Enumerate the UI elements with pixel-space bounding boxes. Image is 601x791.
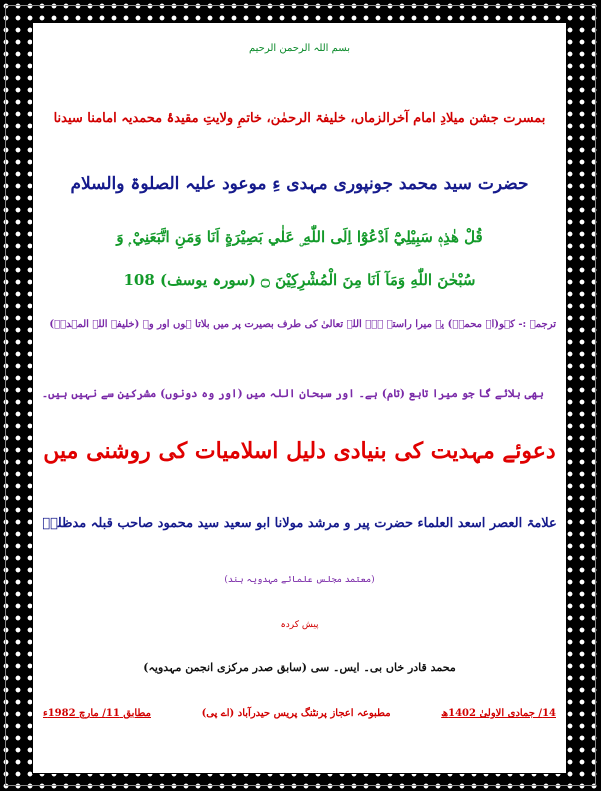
document-body bbox=[32, 22, 567, 774]
presented-by-label: پیش کردہ bbox=[280, 620, 319, 630]
author-line: علامۃ العصر اسعد العلماء حضرت پیر و مرشد مولانا ابو سعید سید محمود صاحب قبلہ مدظلہٗ bbox=[42, 516, 557, 531]
main-title: دعوئے مہدیت کی بنیادی دلیل اسلامیات کی روشنی میں bbox=[43, 438, 556, 464]
blessing-line: بمسرت جشن میلادِ امام آخرالزماں، خلیفۃ الرحمٰن، خاتمِ ولایتِ مقیدۂ محمدیہ امامنا سیدنا bbox=[53, 111, 546, 126]
footer bbox=[43, 708, 556, 719]
bismillah-calligraphy: بسم اللہ الرحمن الرحیم bbox=[248, 43, 350, 54]
person-title: حضرت سید محمد جونپوری مہدی ءِ موعود علیہ الصلوۃ والسلام bbox=[70, 174, 529, 194]
translation-line-2: بھی بلائے گا جو میرا تابع (تام) ہے۔ اور سبحان اللہ میں (اور وہ دونوں) مشرکین سے نہیں ہیں۔ bbox=[41, 387, 544, 400]
quran-verse-line-2: سُبْحٰنَ اللّٰهِ وَمَآ اَنَا مِنَ الْمُشْرِكِيْنَ ۝ (سورہ یوسف) 108 bbox=[123, 271, 476, 289]
footer-press: مطبوعہ اعجاز پرنٹنگ پریس حیدرآباد (اے پی) bbox=[201, 708, 391, 719]
footer-gregorian-date: مطابق 11/ مارچ 1982ء bbox=[43, 708, 151, 719]
approval-note: (معتمد مجلس علمائے مہدویہ ہند) bbox=[224, 575, 375, 585]
translation-line-1: ترجمہ :- کہو(اے محمدؐ) یہ میرا راستہ ہے۔ اللہ تعالیٰ کی طرف بصیرت پر میں بلاتا ہوں اور وہ (خلیفۃ اللہ المہدیؑ) bbox=[49, 319, 556, 330]
footer-hijri-date: 14/ جمادی الاولیٰ 1402ھ bbox=[441, 708, 556, 719]
presenter-line: محمد قادر خاں بی۔ ایس۔ سی (سابق صدر مرکزی انجمن مہدویہ) bbox=[143, 661, 456, 674]
quran-verse-line-1: قُلْ هٰذِهٖ سَبِيْلِيْٓ اَدْعُوْٓا اِلَى اللّٰهِ ۣ عَلٰي بَصِيْرَةٍ اَنَا وَمَنِ اتَّبَعَنِيْ ۭ وَ bbox=[116, 228, 483, 246]
